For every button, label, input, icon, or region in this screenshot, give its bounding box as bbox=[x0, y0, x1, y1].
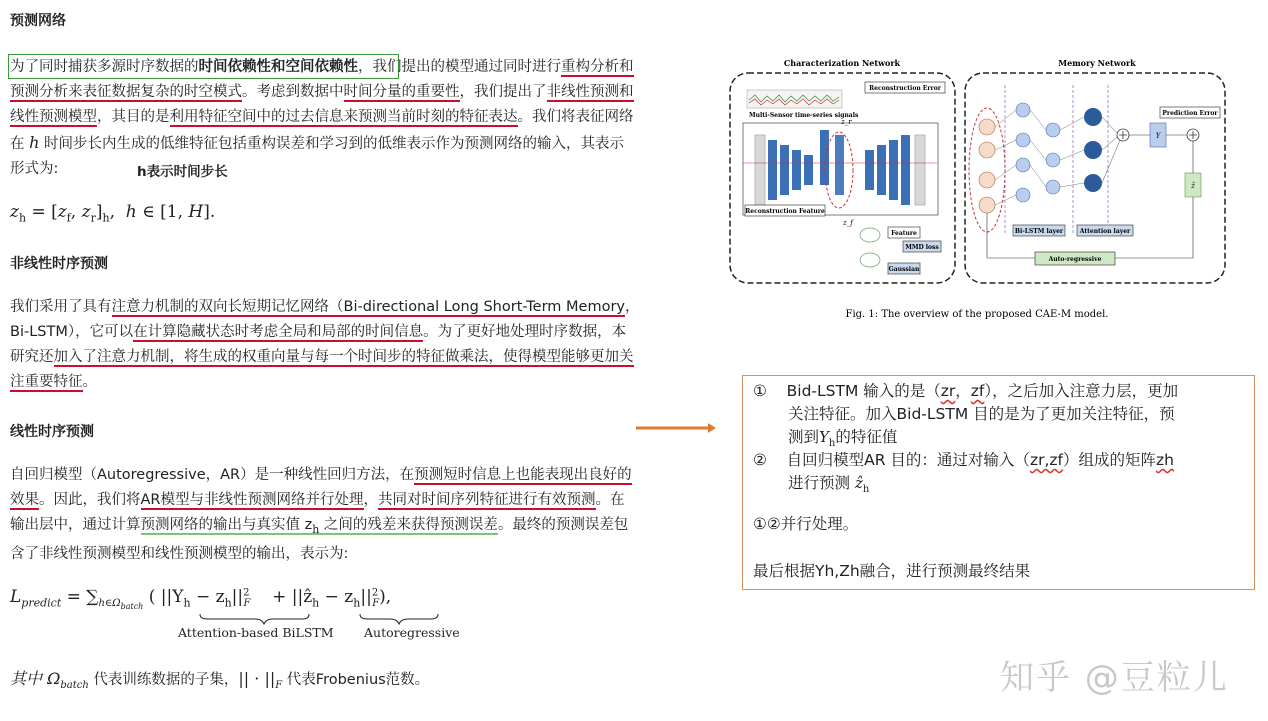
text: ， bbox=[625, 299, 640, 315]
underlined-text: 效果 bbox=[10, 492, 39, 508]
pred-error-label: Prediction Error bbox=[1162, 110, 1218, 117]
footnote bbox=[10, 666, 429, 698]
text: ，我们提出的模型通过同时进行 bbox=[358, 59, 561, 75]
zr-label: z_r bbox=[841, 118, 852, 126]
text: ，我们提出了 bbox=[459, 84, 547, 100]
text: Bid-LSTM 输入的是（ bbox=[786, 382, 941, 400]
underbraces bbox=[195, 612, 475, 626]
math-sub: F bbox=[275, 679, 283, 691]
text: 的特征值 bbox=[835, 428, 898, 446]
watermark: 知乎 @豆粒儿 bbox=[1000, 658, 1229, 698]
text: Bi-LSTM），它可以 bbox=[10, 324, 134, 340]
text: ），之后加入注意力层，更加 bbox=[984, 382, 1179, 400]
orange-arrow bbox=[636, 423, 716, 433]
zf-label: z_f bbox=[843, 219, 853, 227]
text: 研究还 bbox=[10, 349, 54, 365]
brace-label-ar: Autoregressive bbox=[364, 625, 460, 640]
text: 代表Frobenius范数。 bbox=[282, 672, 430, 688]
formula-zh: $z_h = [z_f$, $z_r]_h$, h ∈ [1, H]. bbox=[10, 202, 216, 225]
underlined-text: 预测短时信息上也能表现出良好的 bbox=[414, 467, 632, 483]
text: 之间的残差来获得预测误差 bbox=[319, 517, 498, 533]
feature-label: Feature bbox=[891, 230, 917, 237]
brace-label-bilstm: Attention-based BiLSTM bbox=[178, 625, 334, 640]
recon-feature-label: Reconstruction Feature bbox=[745, 208, 825, 215]
cae-m-architecture-figure bbox=[725, 55, 1230, 325]
text: 进行预测 bbox=[788, 474, 855, 492]
math-sum: = ∑ bbox=[66, 587, 99, 607]
text: 输出层中，通过计算 bbox=[10, 517, 141, 533]
underlined-text: 非线性预测和 bbox=[546, 84, 634, 100]
text: zr bbox=[940, 382, 956, 400]
underlined-text: 利用特征空间中的过去信息来预测当前时刻的特征表达 bbox=[169, 109, 518, 125]
text: ，其目的是 bbox=[97, 109, 170, 125]
text: zf bbox=[970, 382, 985, 400]
text: 时间步长内生成的低维特征包括重构误差和学习到的低维表示作为预测网络的输入，其表示 bbox=[39, 136, 625, 152]
text: 自回归模型AR 目的：通过对输入（ bbox=[786, 451, 1030, 469]
text: 形式为: bbox=[10, 161, 59, 177]
underlined-text: 注意力机制的双向长短期记忆网络（Bi-directional Long Short-Term Memory bbox=[111, 299, 626, 315]
svg-text:ẑ: ẑ bbox=[1191, 182, 1195, 190]
text: 含了非线性预测模型和线性预测模型的输出，表示为: bbox=[10, 545, 349, 562]
text: 。 bbox=[82, 374, 97, 390]
handwritten-annotation: h表示时间步长 bbox=[137, 164, 228, 180]
attention-label: Attention layer bbox=[1079, 228, 1131, 235]
underlined-text: 重构分析和 bbox=[561, 59, 634, 75]
bilstm-nodes bbox=[1016, 103, 1060, 202]
z-input-nodes bbox=[979, 119, 995, 213]
math-term: − z bbox=[319, 587, 354, 607]
underlined-text: 加入了注意力机制，将生成的权重向量与每一个时间步的特征做乘法，使得模型能够更加关 bbox=[53, 349, 634, 365]
math-term: ), bbox=[379, 587, 392, 607]
note-3: ①②并行处理。 bbox=[753, 515, 859, 533]
text: ）组成的矩阵 bbox=[1062, 451, 1156, 469]
underlined-text: AR模型与非线性预测网络并行处理 bbox=[140, 492, 364, 508]
math-sub: h∈Ω bbox=[98, 598, 121, 610]
text: 测到 bbox=[788, 428, 820, 446]
math-norm: || · || bbox=[238, 669, 276, 688]
text-bold: 时间依赖性和空间依赖性 bbox=[198, 59, 358, 75]
underlined-text: 预测分析来表征数据复杂的时空模式 bbox=[10, 84, 242, 100]
underlined-text: 线性预测模型 bbox=[10, 109, 97, 125]
underlined-text: 共同对时间序列特征进行有效预测 bbox=[378, 492, 596, 508]
text: 为了同时捕获多源时序数据的 bbox=[10, 59, 199, 75]
note-2-line-1 bbox=[753, 449, 1174, 472]
paragraph-linear bbox=[10, 463, 700, 567]
text: ， bbox=[955, 382, 971, 400]
text: 。因此，我们将 bbox=[39, 492, 141, 508]
math-var: L bbox=[10, 587, 22, 607]
note-1-line-2: 关注特征。加入Bid-LSTM 目的是为了更加关注特征，预 bbox=[788, 405, 1175, 423]
text: zh bbox=[1155, 451, 1174, 469]
section-title-linear: 线性时序预测 bbox=[10, 424, 94, 440]
math-term: − z bbox=[190, 587, 225, 607]
text: 代表训练数据的子集， bbox=[88, 672, 239, 688]
circled-number-2: ② bbox=[753, 451, 767, 469]
note-1-line-1 bbox=[753, 380, 1178, 403]
autoencoder-blocks bbox=[755, 130, 925, 205]
text: 我们采用了具有 bbox=[10, 299, 112, 315]
mmd-label: MMD loss bbox=[905, 244, 939, 251]
paragraph-nonlinear bbox=[10, 295, 700, 395]
attention-nodes bbox=[1084, 108, 1102, 192]
underlined-text: 注重要特征 bbox=[10, 374, 83, 390]
text: 在 bbox=[10, 136, 30, 152]
text: ， bbox=[363, 492, 378, 508]
underlined-text: 在计算隐藏状态时考虑全局和局部的时间信息 bbox=[133, 324, 424, 340]
paragraph-prediction-network bbox=[10, 55, 700, 182]
text: 。在 bbox=[595, 492, 625, 508]
bilstm-label: Bi-LSTM layer bbox=[1014, 228, 1064, 235]
section-title-prediction-network: 预测网络 bbox=[10, 13, 66, 29]
char-net-title: Characterization Network bbox=[783, 58, 901, 68]
text: 。我们将表征网络 bbox=[517, 109, 634, 125]
math-var: h bbox=[29, 133, 40, 152]
math-term: || bbox=[231, 587, 244, 607]
gaussian-label: Gaussian bbox=[888, 266, 920, 273]
text: 。为了更好地处理时序数据，本 bbox=[423, 324, 627, 340]
autoreg-label: Auto-regressive bbox=[1048, 256, 1102, 263]
math-sub: batch bbox=[60, 679, 89, 691]
section-title-nonlinear: 非线性时序预测 bbox=[10, 256, 108, 272]
math-text: 其中 Ω bbox=[10, 669, 61, 688]
math-term: || bbox=[360, 587, 372, 607]
sensor-label: Multi-Sensor time-series signals bbox=[749, 112, 859, 119]
green-underlined-text bbox=[141, 517, 498, 535]
text: zr,zf bbox=[1029, 451, 1063, 469]
text: 。最终的预测误差包 bbox=[497, 517, 629, 533]
math-term: + ||ẑ bbox=[272, 587, 313, 607]
figure-caption: Fig. 1: The overview of the proposed CAE-M model. bbox=[845, 309, 1109, 320]
math-sub: batch bbox=[120, 602, 144, 612]
svg-text:Y: Y bbox=[1155, 132, 1161, 140]
math-sub: predict bbox=[21, 596, 62, 610]
math-sub: h bbox=[312, 522, 320, 536]
note-1-line-3: 测到$Y_h$的特征值 bbox=[788, 428, 898, 450]
circled-number-1: ① bbox=[753, 382, 767, 400]
underlined-text: 时间分量的重要性 bbox=[343, 84, 460, 100]
mem-net-title: Memory Network bbox=[1058, 58, 1136, 68]
recon-error-label: Reconstruction Error bbox=[869, 85, 941, 92]
text: 预测网络的输出与真实值 z bbox=[140, 517, 313, 533]
note-2-line-2: 进行预测 ẑ$_h$ bbox=[788, 474, 870, 496]
note-4: 最后根据Yh,Zh融合，进行预测最终结果 bbox=[753, 562, 1031, 580]
math-term: ( ||Y bbox=[148, 587, 184, 607]
text: 自回归模型（Autoregressive，AR）是一种线性回归方法，在 bbox=[10, 467, 415, 483]
formula-lpredict: $L_{predict} = \sum_{h\in\Omega_{batch}}$ ( $||Y_h - z_h||^2_F$ + ||ẑ$_h$ − $z_h||^2_F$), bbox=[10, 587, 392, 612]
text: 。考虑到数据中 bbox=[242, 84, 344, 100]
notes-box bbox=[742, 375, 1255, 590]
